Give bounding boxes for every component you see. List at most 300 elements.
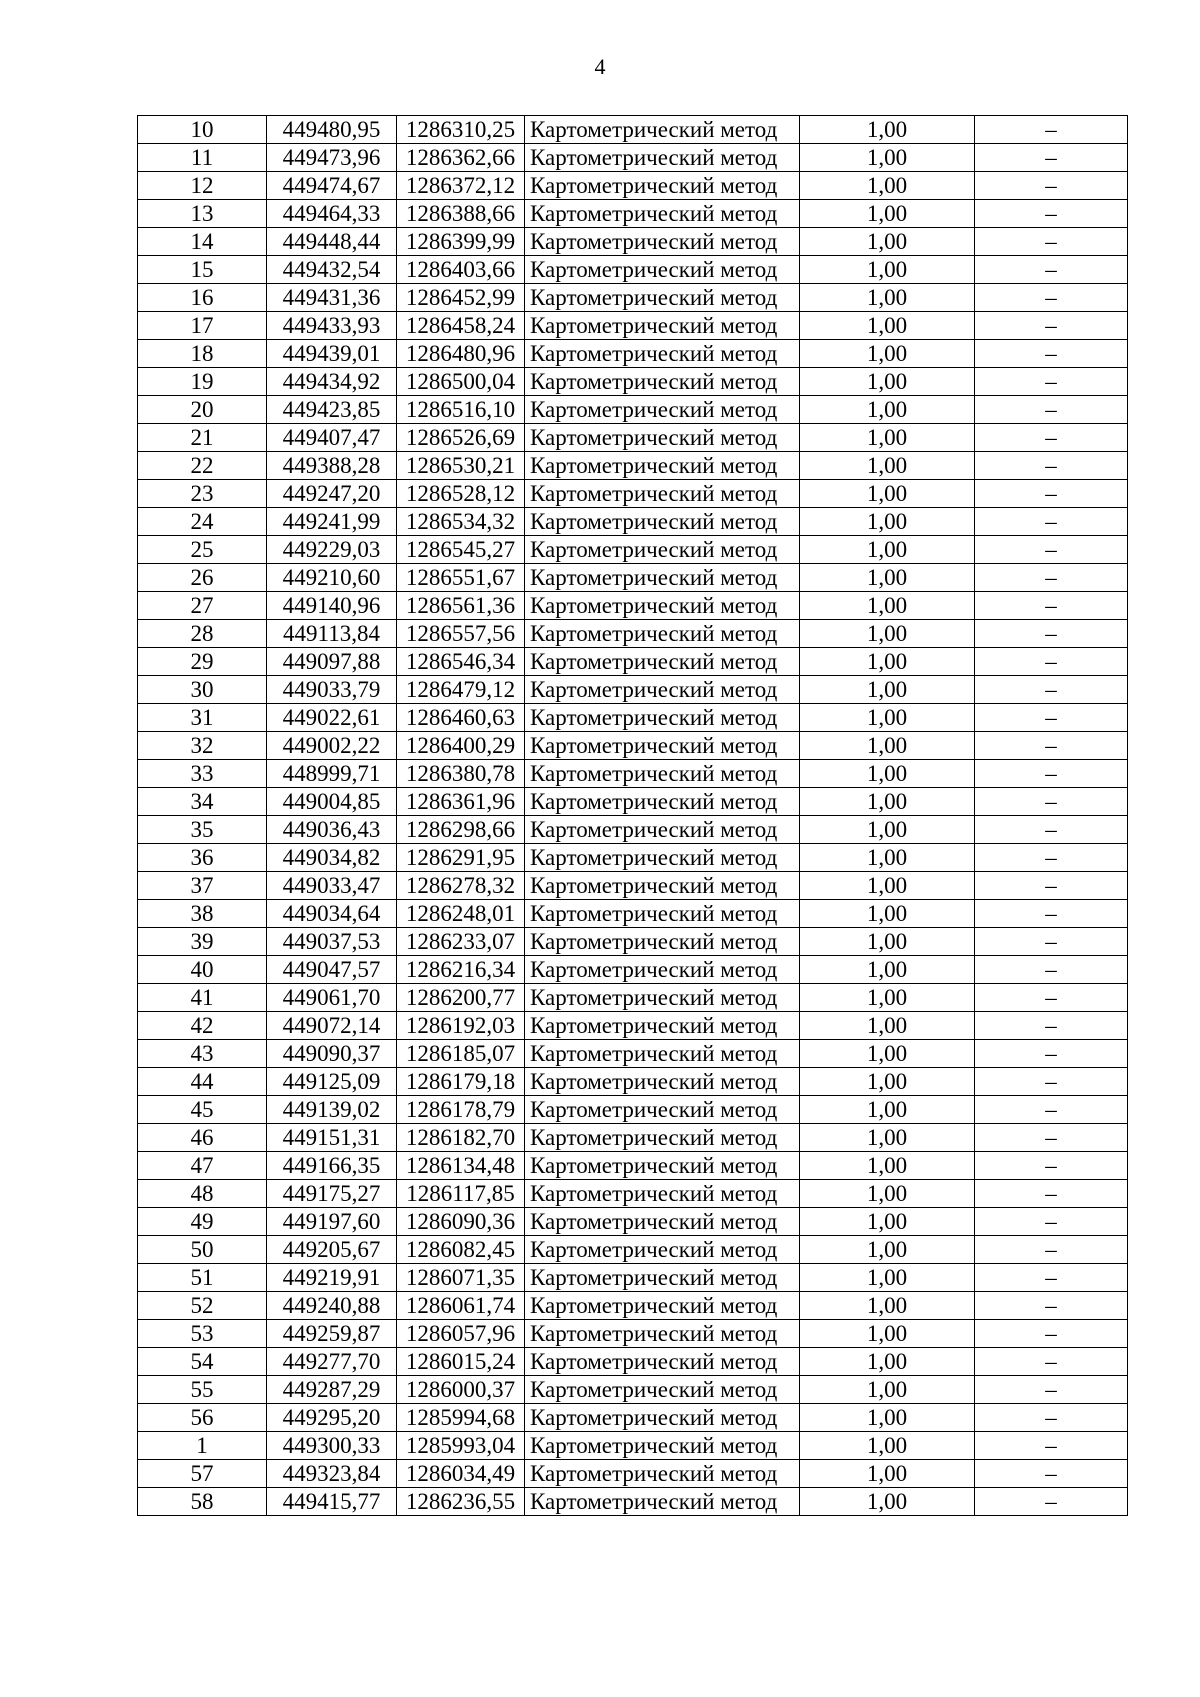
table-row: [138, 676, 1128, 704]
description-cell: –: [975, 732, 1128, 760]
method-cell: Картометрический метод: [525, 1432, 800, 1460]
coordinates-table-body: [138, 116, 1128, 1516]
y-coordinate-cell: 1286233,07: [397, 928, 525, 956]
x-coordinate-cell: 449474,67: [267, 172, 397, 200]
description-cell: –: [975, 844, 1128, 872]
table-row: [138, 816, 1128, 844]
accuracy-cell: 1,00: [800, 1292, 975, 1320]
y-coordinate-cell: 1286216,34: [397, 956, 525, 984]
description-cell: –: [975, 620, 1128, 648]
accuracy-cell: 1,00: [800, 1236, 975, 1264]
accuracy-cell: 1,00: [800, 1040, 975, 1068]
table-row: [138, 116, 1128, 144]
x-coordinate-cell: 449139,02: [267, 1096, 397, 1124]
point-number-cell: 13: [138, 200, 267, 228]
method-cell: Картометрический метод: [525, 900, 800, 928]
accuracy-cell: 1,00: [800, 396, 975, 424]
accuracy-cell: 1,00: [800, 536, 975, 564]
table-row: [138, 928, 1128, 956]
y-coordinate-cell: 1286291,95: [397, 844, 525, 872]
page-number: 4: [594, 54, 606, 79]
point-number-cell: 42: [138, 1012, 267, 1040]
accuracy-cell: 1,00: [800, 1432, 975, 1460]
x-coordinate-cell: 449002,22: [267, 732, 397, 760]
accuracy-cell: 1,00: [800, 340, 975, 368]
method-cell: Картометрический метод: [525, 1236, 800, 1264]
x-coordinate-cell: 449277,70: [267, 1348, 397, 1376]
point-number-cell: 11: [138, 144, 267, 172]
y-coordinate-cell: 1286178,79: [397, 1096, 525, 1124]
point-number-cell: 38: [138, 900, 267, 928]
point-number-cell: 52: [138, 1292, 267, 1320]
x-coordinate-cell: 449033,47: [267, 872, 397, 900]
accuracy-cell: 1,00: [800, 1348, 975, 1376]
accuracy-cell: 1,00: [800, 1124, 975, 1152]
description-cell: –: [975, 648, 1128, 676]
description-cell: –: [975, 1460, 1128, 1488]
description-cell: –: [975, 424, 1128, 452]
accuracy-cell: 1,00: [800, 1376, 975, 1404]
y-coordinate-cell: 1286479,12: [397, 676, 525, 704]
x-coordinate-cell: 449229,03: [267, 536, 397, 564]
y-coordinate-cell: 1286528,12: [397, 480, 525, 508]
description-cell: –: [975, 788, 1128, 816]
description-cell: –: [975, 116, 1128, 144]
x-coordinate-cell: 449431,36: [267, 284, 397, 312]
table-row: [138, 760, 1128, 788]
method-cell: Картометрический метод: [525, 1124, 800, 1152]
method-cell: Картометрический метод: [525, 1208, 800, 1236]
y-coordinate-cell: 1286399,99: [397, 228, 525, 256]
point-number-cell: 40: [138, 956, 267, 984]
y-coordinate-cell: 1286516,10: [397, 396, 525, 424]
x-coordinate-cell: 449432,54: [267, 256, 397, 284]
x-coordinate-cell: 449197,60: [267, 1208, 397, 1236]
y-coordinate-cell: 1286362,66: [397, 144, 525, 172]
description-cell: –: [975, 1040, 1128, 1068]
point-number-cell: 54: [138, 1348, 267, 1376]
method-cell: Картометрический метод: [525, 956, 800, 984]
x-coordinate-cell: 449205,67: [267, 1236, 397, 1264]
method-cell: Картометрический метод: [525, 1040, 800, 1068]
x-coordinate-cell: 449480,95: [267, 116, 397, 144]
table-row: [138, 592, 1128, 620]
y-coordinate-cell: 1286361,96: [397, 788, 525, 816]
table-row: [138, 844, 1128, 872]
table-row: [138, 1236, 1128, 1264]
description-cell: –: [975, 536, 1128, 564]
x-coordinate-cell: 449151,31: [267, 1124, 397, 1152]
table-row: [138, 144, 1128, 172]
point-number-cell: 51: [138, 1264, 267, 1292]
description-cell: –: [975, 1348, 1128, 1376]
accuracy-cell: 1,00: [800, 368, 975, 396]
y-coordinate-cell: 1286182,70: [397, 1124, 525, 1152]
description-cell: –: [975, 1320, 1128, 1348]
y-coordinate-cell: 1286380,78: [397, 760, 525, 788]
accuracy-cell: 1,00: [800, 872, 975, 900]
table-row: [138, 172, 1128, 200]
x-coordinate-cell: 449439,01: [267, 340, 397, 368]
y-coordinate-cell: 1286545,27: [397, 536, 525, 564]
point-number-cell: 24: [138, 508, 267, 536]
point-number-cell: 33: [138, 760, 267, 788]
description-cell: –: [975, 256, 1128, 284]
description-cell: –: [975, 1488, 1128, 1516]
accuracy-cell: 1,00: [800, 1404, 975, 1432]
table-row: [138, 1040, 1128, 1068]
y-coordinate-cell: 1286546,34: [397, 648, 525, 676]
y-coordinate-cell: 1286248,01: [397, 900, 525, 928]
description-cell: –: [975, 1292, 1128, 1320]
table-row: [138, 1124, 1128, 1152]
point-number-cell: 55: [138, 1376, 267, 1404]
description-cell: –: [975, 676, 1128, 704]
y-coordinate-cell: 1286372,12: [397, 172, 525, 200]
table-row: [138, 1152, 1128, 1180]
x-coordinate-cell: 449034,64: [267, 900, 397, 928]
x-coordinate-cell: 448999,71: [267, 760, 397, 788]
description-cell: –: [975, 368, 1128, 396]
x-coordinate-cell: 449097,88: [267, 648, 397, 676]
table-row: [138, 984, 1128, 1012]
y-coordinate-cell: 1286400,29: [397, 732, 525, 760]
x-coordinate-cell: 449473,96: [267, 144, 397, 172]
point-number-cell: 31: [138, 704, 267, 732]
method-cell: Картометрический метод: [525, 200, 800, 228]
x-coordinate-cell: 449323,84: [267, 1460, 397, 1488]
point-number-cell: 44: [138, 1068, 267, 1096]
point-number-cell: 21: [138, 424, 267, 452]
method-cell: Картометрический метод: [525, 1012, 800, 1040]
x-coordinate-cell: 449140,96: [267, 592, 397, 620]
method-cell: Картометрический метод: [525, 368, 800, 396]
description-cell: –: [975, 1096, 1128, 1124]
y-coordinate-cell: 1286061,74: [397, 1292, 525, 1320]
accuracy-cell: 1,00: [800, 1208, 975, 1236]
table-row: [138, 620, 1128, 648]
method-cell: Картометрический метод: [525, 816, 800, 844]
accuracy-cell: 1,00: [800, 928, 975, 956]
point-number-cell: 12: [138, 172, 267, 200]
y-coordinate-cell: 1286082,45: [397, 1236, 525, 1264]
description-cell: –: [975, 1124, 1128, 1152]
x-coordinate-cell: 449388,28: [267, 452, 397, 480]
accuracy-cell: 1,00: [800, 816, 975, 844]
accuracy-cell: 1,00: [800, 592, 975, 620]
point-number-cell: 10: [138, 116, 267, 144]
accuracy-cell: 1,00: [800, 900, 975, 928]
point-number-cell: 46: [138, 1124, 267, 1152]
description-cell: –: [975, 1236, 1128, 1264]
y-coordinate-cell: 1286298,66: [397, 816, 525, 844]
point-number-cell: 17: [138, 312, 267, 340]
accuracy-cell: 1,00: [800, 452, 975, 480]
table-row: [138, 368, 1128, 396]
x-coordinate-cell: 449219,91: [267, 1264, 397, 1292]
accuracy-cell: 1,00: [800, 1068, 975, 1096]
x-coordinate-cell: 449166,35: [267, 1152, 397, 1180]
description-cell: –: [975, 228, 1128, 256]
description-cell: –: [975, 1180, 1128, 1208]
description-cell: –: [975, 760, 1128, 788]
method-cell: Картометрический метод: [525, 676, 800, 704]
table-row: [138, 1208, 1128, 1236]
y-coordinate-cell: 1286134,48: [397, 1152, 525, 1180]
method-cell: Картометрический метод: [525, 284, 800, 312]
y-coordinate-cell: 1286458,24: [397, 312, 525, 340]
x-coordinate-cell: 449434,92: [267, 368, 397, 396]
x-coordinate-cell: 449125,09: [267, 1068, 397, 1096]
y-coordinate-cell: 1286526,69: [397, 424, 525, 452]
y-coordinate-cell: 1286015,24: [397, 1348, 525, 1376]
table-row: [138, 1404, 1128, 1432]
point-number-cell: 20: [138, 396, 267, 424]
accuracy-cell: 1,00: [800, 844, 975, 872]
description-cell: –: [975, 200, 1128, 228]
y-coordinate-cell: 1286071,35: [397, 1264, 525, 1292]
method-cell: Картометрический метод: [525, 1152, 800, 1180]
accuracy-cell: 1,00: [800, 228, 975, 256]
accuracy-cell: 1,00: [800, 1180, 975, 1208]
y-coordinate-cell: 1286480,96: [397, 340, 525, 368]
point-number-cell: 34: [138, 788, 267, 816]
table-row: [138, 228, 1128, 256]
point-number-cell: 48: [138, 1180, 267, 1208]
description-cell: –: [975, 284, 1128, 312]
point-number-cell: 36: [138, 844, 267, 872]
y-coordinate-cell: 1285994,68: [397, 1404, 525, 1432]
x-coordinate-cell: 449113,84: [267, 620, 397, 648]
description-cell: –: [975, 1376, 1128, 1404]
accuracy-cell: 1,00: [800, 424, 975, 452]
description-cell: –: [975, 396, 1128, 424]
y-coordinate-cell: 1286200,77: [397, 984, 525, 1012]
description-cell: –: [975, 816, 1128, 844]
x-coordinate-cell: 449175,27: [267, 1180, 397, 1208]
accuracy-cell: 1,00: [800, 116, 975, 144]
method-cell: Картометрический метод: [525, 480, 800, 508]
y-coordinate-cell: 1286090,36: [397, 1208, 525, 1236]
table-row: [138, 1292, 1128, 1320]
y-coordinate-cell: 1286117,85: [397, 1180, 525, 1208]
method-cell: Картометрический метод: [525, 1460, 800, 1488]
accuracy-cell: 1,00: [800, 788, 975, 816]
accuracy-cell: 1,00: [800, 1320, 975, 1348]
description-cell: –: [975, 144, 1128, 172]
accuracy-cell: 1,00: [800, 1460, 975, 1488]
x-coordinate-cell: 449241,99: [267, 508, 397, 536]
accuracy-cell: 1,00: [800, 312, 975, 340]
point-number-cell: 19: [138, 368, 267, 396]
table-row: [138, 1096, 1128, 1124]
method-cell: Картометрический метод: [525, 1068, 800, 1096]
accuracy-cell: 1,00: [800, 676, 975, 704]
description-cell: –: [975, 340, 1128, 368]
table-row: [138, 648, 1128, 676]
method-cell: Картометрический метод: [525, 1376, 800, 1404]
method-cell: Картометрический метод: [525, 172, 800, 200]
table-row: [138, 312, 1128, 340]
table-row: [138, 1348, 1128, 1376]
point-number-cell: 30: [138, 676, 267, 704]
table-row: [138, 1460, 1128, 1488]
method-cell: Картометрический метод: [525, 844, 800, 872]
y-coordinate-cell: 1286530,21: [397, 452, 525, 480]
point-number-cell: 50: [138, 1236, 267, 1264]
point-number-cell: 32: [138, 732, 267, 760]
method-cell: Картометрический метод: [525, 1264, 800, 1292]
x-coordinate-cell: 449037,53: [267, 928, 397, 956]
table-row: [138, 956, 1128, 984]
description-cell: –: [975, 928, 1128, 956]
description-cell: –: [975, 452, 1128, 480]
description-cell: –: [975, 1068, 1128, 1096]
method-cell: Картометрический метод: [525, 760, 800, 788]
y-coordinate-cell: 1285993,04: [397, 1432, 525, 1460]
method-cell: Картометрический метод: [525, 1348, 800, 1376]
x-coordinate-cell: 449247,20: [267, 480, 397, 508]
description-cell: –: [975, 984, 1128, 1012]
description-cell: –: [975, 1208, 1128, 1236]
method-cell: Картометрический метод: [525, 508, 800, 536]
x-coordinate-cell: 449033,79: [267, 676, 397, 704]
table-row: [138, 424, 1128, 452]
x-coordinate-cell: 449210,60: [267, 564, 397, 592]
table-row: [138, 452, 1128, 480]
method-cell: Картометрический метод: [525, 788, 800, 816]
method-cell: Картометрический метод: [525, 228, 800, 256]
method-cell: Картометрический метод: [525, 396, 800, 424]
accuracy-cell: 1,00: [800, 144, 975, 172]
point-number-cell: 56: [138, 1404, 267, 1432]
y-coordinate-cell: 1286388,66: [397, 200, 525, 228]
accuracy-cell: 1,00: [800, 1264, 975, 1292]
method-cell: Картометрический метод: [525, 648, 800, 676]
x-coordinate-cell: 449036,43: [267, 816, 397, 844]
point-number-cell: 53: [138, 1320, 267, 1348]
y-coordinate-cell: 1286278,32: [397, 872, 525, 900]
method-cell: Картометрический метод: [525, 592, 800, 620]
method-cell: Картометрический метод: [525, 340, 800, 368]
y-coordinate-cell: 1286452,99: [397, 284, 525, 312]
point-number-cell: 23: [138, 480, 267, 508]
method-cell: Картометрический метод: [525, 704, 800, 732]
description-cell: –: [975, 1152, 1128, 1180]
method-cell: Картометрический метод: [525, 312, 800, 340]
point-number-cell: 15: [138, 256, 267, 284]
x-coordinate-cell: 449287,29: [267, 1376, 397, 1404]
y-coordinate-cell: 1286179,18: [397, 1068, 525, 1096]
x-coordinate-cell: 449034,82: [267, 844, 397, 872]
accuracy-cell: 1,00: [800, 284, 975, 312]
method-cell: Картометрический метод: [525, 564, 800, 592]
table-row: [138, 1180, 1128, 1208]
table-row: [138, 704, 1128, 732]
accuracy-cell: 1,00: [800, 1012, 975, 1040]
y-coordinate-cell: 1286460,63: [397, 704, 525, 732]
description-cell: –: [975, 508, 1128, 536]
method-cell: Картометрический метод: [525, 1292, 800, 1320]
table-row: [138, 508, 1128, 536]
description-cell: –: [975, 704, 1128, 732]
y-coordinate-cell: 1286192,03: [397, 1012, 525, 1040]
table-row: [138, 788, 1128, 816]
method-cell: Картометрический метод: [525, 872, 800, 900]
coordinates-table: [137, 115, 1128, 1516]
point-number-cell: 28: [138, 620, 267, 648]
point-number-cell: 25: [138, 536, 267, 564]
y-coordinate-cell: 1286561,36: [397, 592, 525, 620]
accuracy-cell: 1,00: [800, 1488, 975, 1516]
method-cell: Картометрический метод: [525, 732, 800, 760]
method-cell: Картометрический метод: [525, 1488, 800, 1516]
x-coordinate-cell: 449004,85: [267, 788, 397, 816]
accuracy-cell: 1,00: [800, 480, 975, 508]
method-cell: Картометрический метод: [525, 424, 800, 452]
description-cell: –: [975, 1432, 1128, 1460]
y-coordinate-cell: 1286236,55: [397, 1488, 525, 1516]
description-cell: –: [975, 1012, 1128, 1040]
description-cell: –: [975, 172, 1128, 200]
table-row: [138, 284, 1128, 312]
table-row: [138, 480, 1128, 508]
accuracy-cell: 1,00: [800, 648, 975, 676]
y-coordinate-cell: 1286185,07: [397, 1040, 525, 1068]
y-coordinate-cell: 1286403,66: [397, 256, 525, 284]
description-cell: –: [975, 900, 1128, 928]
table-row: [138, 1432, 1128, 1460]
x-coordinate-cell: 449464,33: [267, 200, 397, 228]
description-cell: –: [975, 592, 1128, 620]
table-row: [138, 1320, 1128, 1348]
table-row: [138, 564, 1128, 592]
x-coordinate-cell: 449423,85: [267, 396, 397, 424]
point-number-cell: 26: [138, 564, 267, 592]
table-row: [138, 1488, 1128, 1516]
method-cell: Картометрический метод: [525, 1404, 800, 1432]
y-coordinate-cell: 1286534,32: [397, 508, 525, 536]
description-cell: –: [975, 1404, 1128, 1432]
method-cell: Картометрический метод: [525, 536, 800, 564]
x-coordinate-cell: 449022,61: [267, 704, 397, 732]
point-number-cell: 41: [138, 984, 267, 1012]
x-coordinate-cell: 449240,88: [267, 1292, 397, 1320]
point-number-cell: 14: [138, 228, 267, 256]
method-cell: Картометрический метод: [525, 1320, 800, 1348]
table-row: [138, 1012, 1128, 1040]
x-coordinate-cell: 449047,57: [267, 956, 397, 984]
point-number-cell: 57: [138, 1460, 267, 1488]
y-coordinate-cell: 1286551,67: [397, 564, 525, 592]
method-cell: Картометрический метод: [525, 1180, 800, 1208]
method-cell: Картометрический метод: [525, 620, 800, 648]
point-number-cell: 18: [138, 340, 267, 368]
table-row: [138, 732, 1128, 760]
description-cell: –: [975, 312, 1128, 340]
accuracy-cell: 1,00: [800, 732, 975, 760]
description-cell: –: [975, 564, 1128, 592]
table-row: [138, 872, 1128, 900]
y-coordinate-cell: 1286557,56: [397, 620, 525, 648]
method-cell: Картометрический метод: [525, 1096, 800, 1124]
accuracy-cell: 1,00: [800, 172, 975, 200]
y-coordinate-cell: 1286057,96: [397, 1320, 525, 1348]
point-number-cell: 27: [138, 592, 267, 620]
method-cell: Картометрический метод: [525, 116, 800, 144]
accuracy-cell: 1,00: [800, 620, 975, 648]
point-number-cell: 37: [138, 872, 267, 900]
